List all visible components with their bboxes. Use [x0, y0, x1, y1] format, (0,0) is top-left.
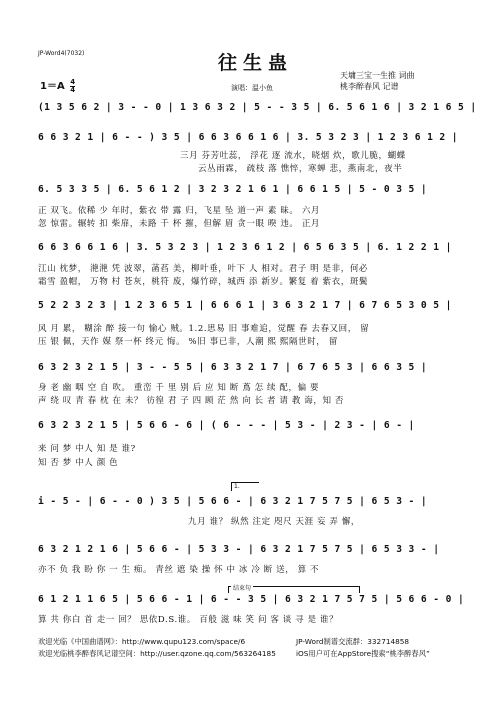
lyrics-row-5-verse-2: 压 银 佩，天作 媒 祭一杯 终元 悔。 %旧 事已非，人潮 熙 熙隔世时， 留: [38, 337, 338, 347]
lyrics-row-4-verse-1: 江山 枕梦， 滟滟 凭 波翠，菡萏 美，柳叶垂，叶下 人 相对。君子 明 是非，何必: [38, 264, 369, 274]
time-signature: [70, 79, 75, 94]
notation-row-4: 6 6 3 6 6 1 6 | 3. 5 3 2 3 | 1 2 3 6 1 2 | 6 5 6 3 5 | 6. 1 2 2 1 |: [38, 242, 452, 253]
notation-row-3: 6. 5 3 3 5 | 6. 5 6 1 2 | 3 2 3 2 1 6 1 | 6 6 1 5 | 5 - 0 3 5 |: [38, 184, 428, 195]
ending-label: 结束句: [233, 585, 252, 592]
lyrics-row-6-verse-2: 声 绕 叹 青 春 枕 在 未？ 彷徨 君 子 四 顾 茫 然 向 长 者 请 教 诲，知 否: [38, 396, 344, 406]
footer-site-link[interactable]: 欢迎光临《中国曲谱网》：http://www.qupu123.com/space/6: [38, 637, 246, 646]
lyrics-row-7-verse-2: 知 否 梦 中人 颜 色: [38, 458, 119, 468]
footer-qzone-link[interactable]: 欢迎光临桃李醉春风记谱空间：http://user.qzone.qq.com/563264185: [38, 649, 276, 658]
notation-row-6: 6 3 2 3 2 1 5 | 3 - - 5 5 | 6 3 3 2 1 7 | 6 7 6 5 3 | 6 6 3 5 |: [38, 362, 428, 373]
notation-row-8: i - 5 - | 6 - - 0 ) 3 5 | 5 6 6 - | 6 3 2 1 7 5 7 5 | 6 5 3 - |: [38, 496, 428, 507]
lyrics-row-7-verse-1: 来 问 梦 中人 知 是 谁?: [38, 444, 136, 454]
software-label: JP-Word4(7032): [38, 50, 85, 57]
notation-row-10: 6 1 2 1 1 6 5 | 5 6 6 - 1 | 6 - - 3 5 | 6 3 2 1 7 5 7 5 | 5 6 6 - 0 |: [38, 594, 465, 605]
notation-row-7: 6 3 2 3 2 1 5 | 5 6 6 - 6 | ( 6 - - - | 5 3 - | 2 3 - | 6 - |: [38, 420, 415, 431]
song-title: 往生蛊: [218, 52, 294, 74]
notation-row-2: 6 6 3 2 1 | 6 - - ) 3 5 | 6 6 3 6 6 1 6 | 3. 5 3 2 3 | 1 2 3 6 1 2 |: [38, 132, 458, 143]
time-sig-bottom: 4: [70, 85, 76, 94]
lyrics-row-2-verse-2: 云丛雨霖， 疏枝 落 憔悴，寒蝉 悲，燕南北，夜半: [198, 164, 403, 174]
notation-row-1: (1 3 5 6 2 | 3 - - 0 | 1 3 6 3 2 | 5 - - 3 5 | 6. 5 6 1 6 | 3 2 1 6 5 |: [38, 102, 477, 113]
key-signature: [40, 77, 75, 94]
notation-row-9: 6 3 2 1 2 1 6 | 5 6 6 - | 5 3 3 - | 6 3 2 1 7 5 7 5 | 6 5 3 3 - |: [38, 544, 440, 555]
lyrics-row-4-verse-2: 霜雪 盈帽， 万物 村 苍灰，桃符 废，爆竹碎，城西 添 新岁。繁复 着 紫衣，斑鬓: [38, 277, 369, 287]
footer-appstore-info: iOS用户可在AppStore搜索“桃李醉春风”: [296, 649, 430, 658]
singer-credit: 演唱：温小鱼: [231, 84, 273, 92]
lyrics-row-2-verse-1: 三月 芬芳吐蕊， 浮花 逐 流水，晓烟 炊，歌儿脆，蝴蝶: [180, 151, 406, 161]
lyrics-row-5-verse-1: 风 月 累， 糊涂 醉 接一句 愉心 贼。1.2.思易 旧 事难追，觉醒 春 去春又回， 留: [38, 324, 370, 334]
lyrics-row-6-verse-1: 身 老 幽 咽 空 自 吹。 重峦 千 里 别 后 应 知 断 蔦 怎 续 配，偏 要: [38, 383, 320, 393]
composer-credit: 天墉三宝一生推 词曲: [340, 71, 415, 80]
lyrics-row-3-verse-2: 忽 惊雷。辗转 扣 柴扉，未路 千 杯 摧，但解 眉 贪一眼 暌 违。 正月: [38, 219, 321, 229]
lyrics-row-10-verse-1: 算 共 你白 首 走一 回？ 思依D.S.谁。 百般 滋 味 笑 问 客 谈 寻 是 谁？: [38, 615, 339, 625]
notation-row-5: 5 2 2 3 2 3 | 1 2 3 6 5 1 | 6 6 6 1 | 3 6 3 2 1 7 | 6 7 6 5 3 0 5 |: [38, 300, 452, 311]
lyrics-row-8-verse-1: 九月 谁？ 纵然 注定 咫尺 天涯 妄 弄 懈，: [188, 517, 361, 527]
volta-number: 1.: [234, 483, 240, 490]
time-sig-top: 4: [70, 77, 76, 86]
lyrics-row-3-verse-1: 正 双飞。依稀 少 年时，紫衣 带 露 归，飞星 坠 道一声 素 昧。 六月: [38, 206, 321, 216]
lyrics-row-9-verse-1: 亦不 负 我 盼 你 一 生 痴。 青丝 遮 染 操 怀 中 冰 冷 断 送， 算 不: [38, 565, 320, 575]
key-label: 1＝A: [40, 81, 65, 92]
footer-group-info: JP-Word制谱交流群：332714858: [296, 637, 410, 646]
transcriber-credit: 桃李醉春风 记谱: [340, 82, 399, 91]
